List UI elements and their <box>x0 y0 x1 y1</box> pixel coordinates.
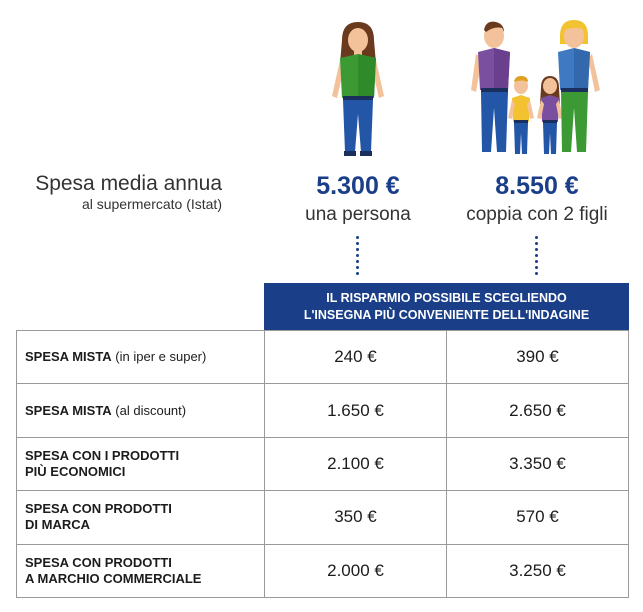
row-label <box>17 438 265 490</box>
row-label-main: SPESA CON PRODOTTI <box>25 554 172 570</box>
row-label-tail: (al discount) <box>111 402 187 418</box>
row-label-main: SPESA CON PRODOTTI <box>25 501 172 517</box>
single-saving: 2.100 € <box>265 438 447 490</box>
single-amount: 5.300 € <box>316 172 400 200</box>
row-label <box>17 384 265 436</box>
single-caption: una persona <box>305 204 411 225</box>
row-label-tail: (in iper e super) <box>111 349 207 365</box>
table-row <box>17 544 628 597</box>
row-label <box>17 331 265 383</box>
banner-line-1: IL RISPARMIO POSSIBILE SCEGLIENDO <box>326 290 567 305</box>
savings-banner <box>264 283 629 330</box>
single-saving: 2.000 € <box>265 545 447 597</box>
single-connector <box>356 236 359 278</box>
row-label <box>17 545 265 597</box>
banner-line-2: L'INSEGNA PIÙ CONVENIENTE DELL'INDAGINE <box>303 307 590 322</box>
family-amount: 8.550 € <box>495 172 579 200</box>
family-saving: 570 € <box>516 507 559 527</box>
single-saving: 350 € <box>265 491 447 543</box>
family-saving: 390 € <box>516 347 559 367</box>
family-saving: 3.250 € <box>509 560 566 580</box>
table-row <box>17 330 628 383</box>
single-saving: 240 € <box>265 331 447 383</box>
annual-spend-source: al supermercato (Istat) <box>81 196 222 212</box>
row-label-line2: PIÙ ECONOMICI <box>25 463 126 479</box>
single-saving: 1.650 € <box>265 384 447 436</box>
family-caption: coppia con 2 figli <box>466 204 608 225</box>
savings-table <box>16 330 629 598</box>
table-row <box>17 490 628 543</box>
table-row <box>17 383 628 436</box>
row-label-main: SPESA MISTA <box>25 402 112 418</box>
row-label-line2: DI MARCA <box>25 517 90 533</box>
family-icon <box>468 18 608 158</box>
row-label-line2: A MARCHIO COMMERCIALE <box>25 570 202 586</box>
annual-spend-label: Spesa media annua <box>35 172 222 195</box>
row-label <box>17 491 265 543</box>
row-label-main: SPESA MISTA <box>25 349 112 365</box>
family-connector <box>535 236 538 278</box>
woman-icon <box>326 18 390 158</box>
family-saving: 3.350 € <box>509 453 566 473</box>
row-label-main: SPESA CON I PRODOTTI <box>25 447 180 463</box>
table-row <box>17 437 628 490</box>
family-saving: 2.650 € <box>509 400 566 420</box>
